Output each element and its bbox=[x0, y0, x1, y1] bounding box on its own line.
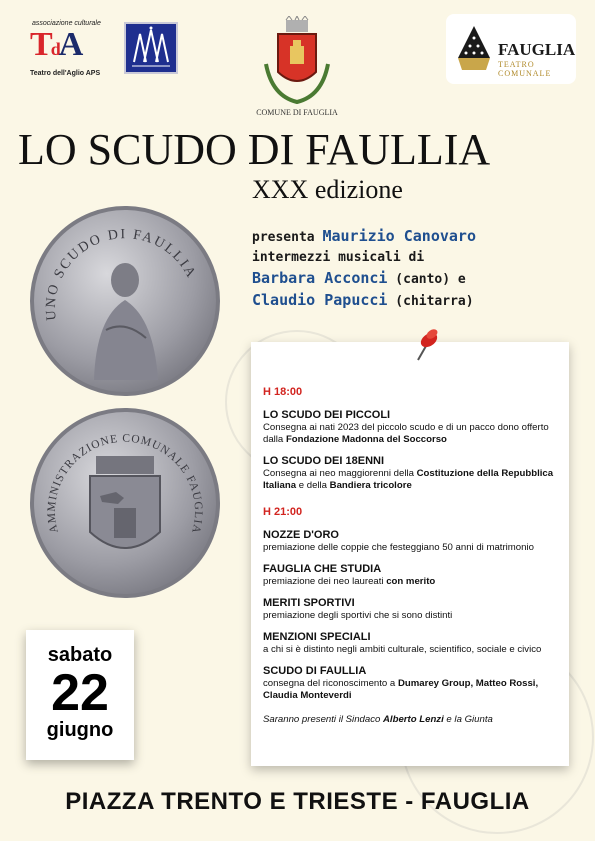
program-item-description: a chi si è distinto negli ambiti culturale, scientifico, sociale e civico bbox=[263, 644, 542, 655]
logo-association-caption: associazione culturale bbox=[32, 20, 101, 27]
program-time-afternoon: H 18:00 bbox=[263, 386, 303, 398]
logo-tda-mark: TdA bbox=[30, 26, 82, 63]
comune-crest-logo bbox=[252, 16, 342, 118]
program-item-title: SCUDO DI FAULLIA bbox=[263, 665, 367, 677]
program-item-description: premiazione delle coppie che festeggiano 50 anni di matrimonio bbox=[263, 542, 534, 553]
program-item-title: LO SCUDO DEI 18ENNI bbox=[263, 455, 385, 467]
program-item bbox=[263, 408, 559, 446]
medal-back-inscription: AMMINISTRAZIONE COMUNALE FAUGLIA bbox=[45, 432, 205, 536]
program-item-description: Consegna ai nati 2023 del piccolo scudo e di un pacco dono offerto dalla Fondazione Madonna del Soccorso bbox=[263, 422, 549, 445]
program-item-title: NOZZE D'ORO bbox=[263, 529, 339, 541]
date-weekday: sabato bbox=[47, 644, 113, 666]
program-item bbox=[263, 630, 559, 656]
teatro-logo-subtitle: TEATRO COMUNALE bbox=[498, 60, 552, 78]
push-pin-icon bbox=[410, 326, 440, 362]
venue-footer: PIAZZA TRENTO E TRIESTE - FAUGLIA bbox=[65, 788, 530, 815]
program-item bbox=[263, 596, 559, 622]
program-item-title: LO SCUDO DEI PICCOLI bbox=[263, 409, 391, 421]
presenter-prefix: presenta bbox=[252, 230, 323, 245]
program-item bbox=[263, 454, 559, 492]
event-edition: XXX edizione bbox=[252, 175, 403, 204]
music-intermezzi-label: intermezzi musicali di bbox=[252, 250, 425, 265]
presenter-name: Maurizio Canovaro bbox=[322, 227, 476, 245]
program-item-description: premiazione degli sportivi che si sono distinti bbox=[263, 610, 453, 621]
program-list bbox=[263, 386, 559, 726]
singer-role: (canto) e bbox=[387, 272, 466, 287]
guitarist-role: (chitarra) bbox=[387, 294, 474, 309]
program-item-description: Consegna ai neo maggiorenni della Costituzione della Repubblica Italiana e della Bandiera tricolore bbox=[263, 468, 554, 491]
program-item bbox=[263, 664, 559, 702]
medal-front-inscription: UNO SCUDO DI FAULLIA bbox=[43, 227, 199, 322]
teatro-aglio-logo bbox=[30, 20, 120, 76]
comune-label: COMUNE DI FAUGLIA bbox=[256, 108, 338, 117]
date-day-number: 22 bbox=[51, 664, 109, 722]
program-card bbox=[251, 342, 569, 766]
program-item bbox=[263, 528, 559, 554]
teatro-logo-name: FAUGLIA bbox=[498, 40, 576, 59]
program-closing-note: Saranno presenti il Sindaco Alberto Lenzi e la Giunta bbox=[263, 714, 493, 725]
program-item-description: consegna del riconoscimento a Dumarey Group, Matteo Rossi, Claudia Monteverdi bbox=[263, 678, 539, 701]
program-item-title: MENZIONI SPECIALI bbox=[263, 631, 371, 643]
program-item bbox=[263, 562, 559, 588]
logo-association-name: Teatro dell'Aglio APS bbox=[30, 70, 101, 77]
association-blue-logo bbox=[124, 22, 178, 74]
guitarist-name: Claudio Papucci bbox=[252, 291, 388, 309]
presenter-block bbox=[252, 226, 476, 312]
singer-name: Barbara Acconci bbox=[252, 269, 388, 287]
medal-back bbox=[30, 408, 220, 598]
event-title: LO SCUDO DI FAULLIA bbox=[18, 125, 491, 174]
teatro-comunale-logo bbox=[446, 14, 576, 84]
date-month: giugno bbox=[46, 719, 114, 741]
program-time-evening: H 21:00 bbox=[263, 506, 303, 518]
program-item-description: premiazione dei neo laureati con merito bbox=[263, 576, 436, 587]
program-item-title: FAUGLIA CHE STUDIA bbox=[263, 563, 382, 575]
program-item-title: MERITI SPORTIVI bbox=[263, 597, 355, 609]
medal-front bbox=[30, 206, 220, 396]
date-card bbox=[26, 630, 134, 760]
